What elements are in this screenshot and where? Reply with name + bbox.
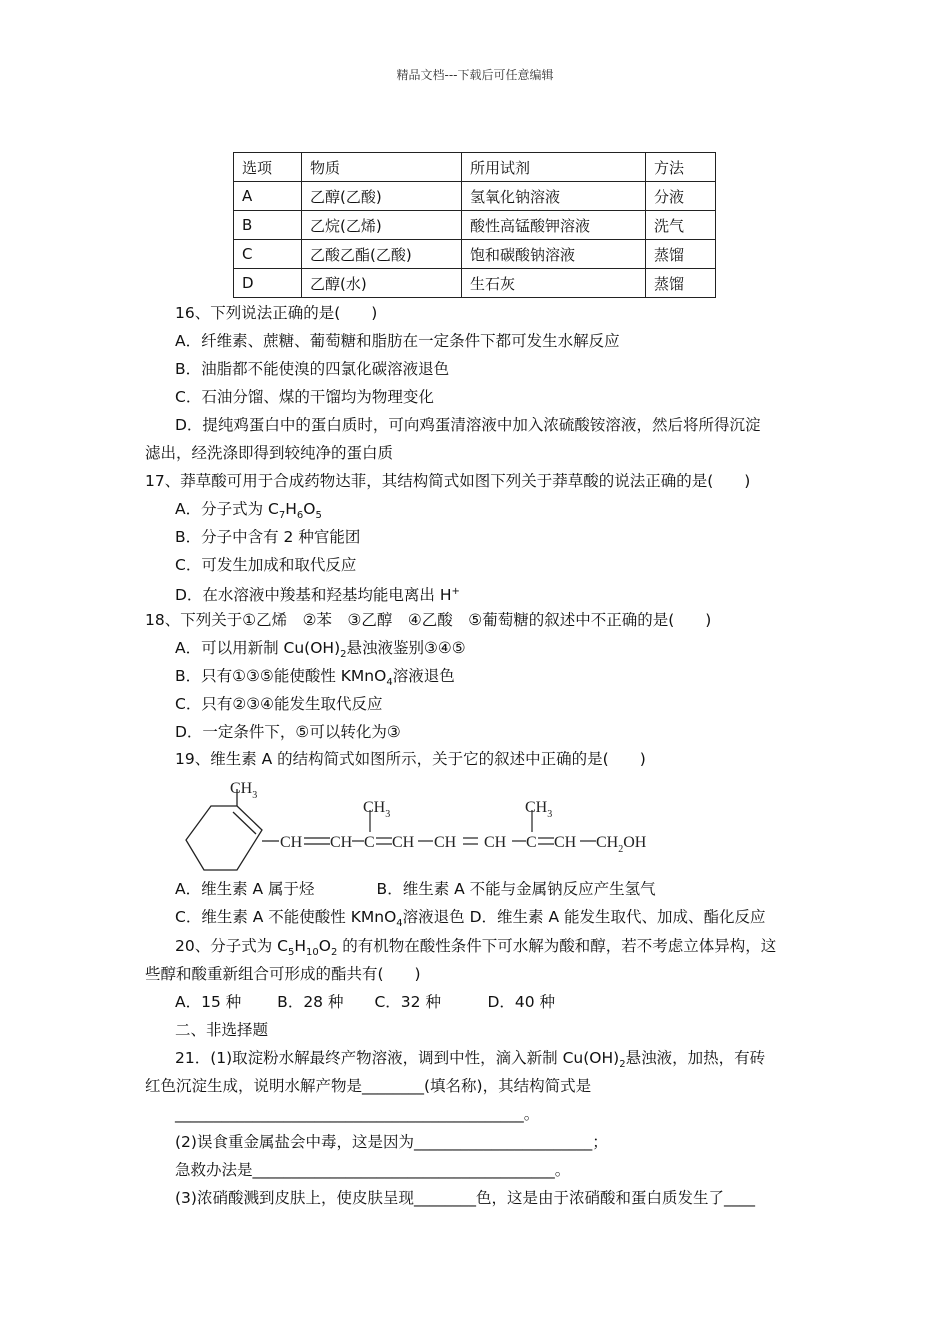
table-header-cell: 所用试剂 — [462, 153, 646, 182]
table-cell: 洗气 — [646, 211, 716, 240]
table-cell: C — [234, 240, 302, 269]
table-row — [234, 240, 716, 269]
table-cell: 乙醇(水) — [302, 269, 462, 298]
q16-option-b: B．油脂都不能使溴的四氯化碳溶液退色 — [175, 360, 450, 378]
table-cell: D — [234, 269, 302, 298]
subscript: 10 — [306, 947, 319, 959]
methyl-label: $CH_3$ — [363, 799, 391, 820]
q18-option-b — [175, 666, 455, 693]
atom-label: C — [526, 834, 537, 851]
text: 溶液退色 — [392, 667, 455, 685]
table-cell: 乙酸乙酯(乙酸) — [302, 240, 462, 269]
text: A．分子式为 C — [175, 500, 279, 518]
atom-label: CH — [434, 834, 457, 851]
ring-methyl-label: $CH_3$ — [230, 780, 258, 801]
q20-options: A．15 种 B．28 种 C．32 种 D．40 种 — [175, 993, 556, 1011]
table-cell: A — [234, 182, 302, 211]
ch2oh-label: $CH_2OH$ — [596, 834, 647, 855]
q19-options-cd — [175, 907, 765, 934]
q17-option-b: B．分子中含有 2 种官能团 — [175, 528, 361, 546]
subscript: 5 — [287, 947, 295, 959]
text: 的有机物在酸性条件下可水解为酸和醇，若不考虑立体异构，这 — [337, 937, 777, 955]
text: H — [294, 937, 307, 955]
atom-label: CH — [554, 834, 577, 851]
methyl-label: $CH_3$ — [525, 799, 553, 820]
subscript: 4 — [386, 677, 393, 689]
table-header-cell: 物质 — [302, 153, 462, 182]
q16-option-d-cont: 滤出，经洗涤即得到较纯净的蛋白质 — [145, 444, 394, 462]
q20-stem — [175, 936, 776, 963]
ring-bonds — [186, 806, 262, 870]
options-table — [233, 152, 716, 298]
table-cell: 蒸馏 — [646, 240, 716, 269]
q16-stem: 16、下列说法正确的是( ) — [175, 304, 378, 322]
q21-line-1 — [175, 1048, 765, 1075]
superscript: + — [451, 586, 460, 597]
q16-option-c: C．石油分馏、煤的干馏均为物理变化 — [175, 388, 434, 406]
text: D．在水溶液中羧基和羟基均能电离出 H — [175, 586, 452, 605]
subscript: 7 — [278, 510, 286, 522]
page-header: 精品文档---下载后可任意编辑 — [396, 68, 554, 82]
atom-label: CH — [280, 834, 303, 851]
table-cell: 分液 — [646, 182, 716, 211]
table-header-cell: 选项 — [234, 153, 302, 182]
table-cell: 乙烷(乙烯) — [302, 211, 462, 240]
ring-double-bond — [233, 812, 256, 834]
q21-part-3: (3)浓硝酸溅到皮肤上，使皮肤呈现________色，这是由于浓硝酸和蛋白质发生了____ — [175, 1189, 755, 1207]
text: B．只有①③⑤能使酸性 KMnO — [175, 667, 387, 685]
table-cell: B — [234, 211, 302, 240]
table-row — [234, 211, 716, 240]
atom-label: C — [364, 834, 375, 851]
atom-label: CH — [330, 834, 353, 851]
subscript: 2 — [340, 649, 347, 661]
q21-part-2-remedy: 急救办法是_______________________________________。 — [175, 1161, 571, 1179]
text: O — [303, 500, 316, 518]
section-heading: 二、非选择题 — [175, 1021, 269, 1039]
cyclohexene-ring — [186, 789, 279, 870]
table-cell: 饱和碳酸钠溶液 — [462, 240, 646, 269]
table-cell: 生石灰 — [462, 269, 646, 298]
subscript: 4 — [396, 918, 403, 930]
q16-option-d: D．提纯鸡蛋白中的蛋白质时，可向鸡蛋清溶液中加入浓硫酸铵溶液，然后将所得沉淀 — [175, 416, 761, 434]
q21-answer-blank: _____________________________________________。 — [175, 1105, 540, 1123]
q18-option-a — [175, 638, 466, 665]
atom-label: CH — [484, 834, 507, 851]
q18-option-d: D．一定条件下，⑤可以转化为③ — [175, 723, 401, 741]
vitamin-a-structure — [180, 775, 680, 875]
q18-stem: 18、下列关于①乙烯 ②苯 ③乙醇 ④乙酸 ⑤葡萄糖的叙述中不正确的是( ) — [145, 611, 712, 629]
table-row — [234, 269, 716, 298]
text: O — [318, 937, 331, 955]
table-cell: 氢氧化钠溶液 — [462, 182, 646, 211]
table-cell: 乙醇(乙酸) — [302, 182, 462, 211]
text: 悬浊液，加热，有砖 — [625, 1049, 766, 1067]
table-header-row — [234, 153, 716, 182]
table-cell: 蒸馏 — [646, 269, 716, 298]
text: 21．(1)取淀粉水解最终产物溶液，调到中性，滴入新制 Cu(OH) — [175, 1049, 620, 1067]
q19-stem: 19、维生素 A 的结构简式如图所示，关于它的叙述中正确的是( ) — [175, 750, 646, 768]
table-row — [234, 182, 716, 211]
subscript: 6 — [296, 510, 304, 522]
q20-stem-cont: 些醇和酸重新组合可形成的酯共有( ) — [145, 965, 421, 983]
text: H — [285, 500, 297, 518]
text: C．维生素 A 不能使酸性 KMnO — [175, 908, 397, 926]
text: 20、分子式为 C — [175, 937, 288, 955]
text: 悬浊液鉴别③④⑤ — [346, 639, 466, 657]
q18-option-c: C．只有②③④能发生取代反应 — [175, 695, 383, 713]
q16-option-a: A．纤维素、蔗糖、葡萄糖和脂肪在一定条件下都可发生水解反应 — [175, 332, 620, 350]
q17-stem: 17、莽草酸可用于合成药物达菲，其结构简式如图下列关于莽草酸的说法正确的是( ) — [145, 472, 751, 490]
text: 溶液退色 D．维生素 A 能发生取代、加成、酯化反应 — [402, 908, 766, 926]
q19-options-ab: A．维生素 A 属于烃 B．维生素 A 不能与金属钠反应产生氢气 — [175, 880, 656, 898]
subscript: 5 — [315, 510, 322, 522]
atom-label: CH — [392, 834, 415, 851]
table-cell: 酸性高锰酸钾溶液 — [462, 211, 646, 240]
q17-option-a — [175, 499, 322, 526]
text: A．可以用新制 Cu(OH) — [175, 639, 341, 657]
q21-line-2: 红色沉淀生成，说明水解产物是________(填名称)，其结构简式是 — [145, 1077, 592, 1095]
subscript: 2 — [619, 1059, 626, 1071]
q21-part-2: (2)误食重金属盐会中毒，这是因为_______________________； — [175, 1133, 608, 1151]
q17-option-c: C．可发生加成和取代反应 — [175, 556, 357, 574]
subscript: 2 — [330, 947, 338, 959]
q17-option-d — [175, 582, 460, 605]
table-header-cell: 方法 — [646, 153, 716, 182]
